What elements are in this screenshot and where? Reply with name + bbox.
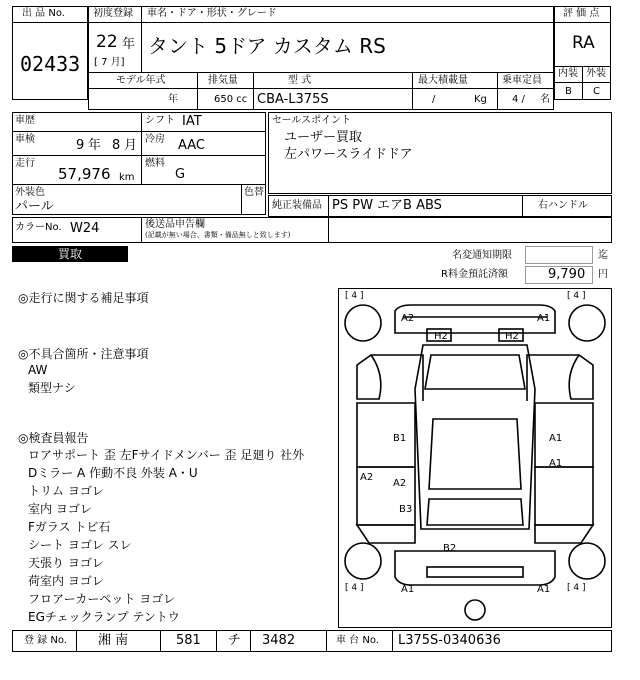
displacement-value: 650 cc xyxy=(214,94,248,105)
mark-a1-lower: A1 xyxy=(549,458,563,469)
mark-hood-right: H2 xyxy=(505,331,519,342)
ac-value: AAC xyxy=(178,138,205,153)
defect-line-1: AW xyxy=(28,363,48,377)
car-diagram xyxy=(339,289,611,627)
shaken-month-unit: 月 xyxy=(124,138,138,153)
recycle-unit: 円 xyxy=(598,269,608,280)
color-value: パール xyxy=(15,199,54,214)
mark-front-right: A1 xyxy=(537,313,551,324)
car-name-label: 車名・ドア・形状・グレード xyxy=(147,8,277,19)
mark-a2-inner: A2 xyxy=(393,478,407,489)
spare-tire xyxy=(465,600,485,620)
mileage-unit: km xyxy=(119,172,135,183)
mark-a2-side: A2 xyxy=(360,472,374,483)
later-label: 後送品申告欄 xyxy=(145,219,205,230)
front-bumper-outline xyxy=(395,305,555,333)
reg-kana: チ xyxy=(228,633,242,648)
displacement-label: 排気量 xyxy=(208,75,238,86)
first-reg-label: 初度登録 xyxy=(93,8,133,19)
defects-title: ◎不具合箇所・注意事項 xyxy=(18,347,149,361)
tire-depth-tl: [ 4 ] xyxy=(345,291,364,301)
name-change-label: 名変通知期限 xyxy=(452,250,512,261)
recycle-label: R料金預託済額 xyxy=(441,269,508,280)
color-change-label: 色替 xyxy=(244,187,264,198)
kg-unit: Kg xyxy=(474,94,487,105)
equipment-label: 純正装備品 xyxy=(272,200,322,211)
shaken-year: 9 xyxy=(76,138,85,153)
max-load-value: / xyxy=(432,94,436,105)
inspector-title: ◎検査員報告 xyxy=(18,431,89,445)
fuel-label: 燃料 xyxy=(145,158,165,169)
shaken-month: 8 xyxy=(112,138,121,153)
model-year-label: モデル年式 xyxy=(116,75,166,86)
right-front-fender xyxy=(527,355,593,401)
reg-class: 581 xyxy=(176,633,201,648)
lot-no-label: 出 品 No. xyxy=(22,8,65,19)
mileage-value: 57,976 xyxy=(58,165,111,183)
rear-glass xyxy=(427,499,523,525)
inspector-line-2: Dミラー A 作動不良 外装 A・U xyxy=(28,466,198,480)
sales-line-2: 左パワースライドドア xyxy=(284,147,413,162)
tire-depth-br: [ 4 ] xyxy=(567,583,586,593)
recycle-value: 9,790 xyxy=(548,267,586,282)
shaken-year-unit: 年 xyxy=(88,138,102,153)
first-reg-month: [ 7 月] xyxy=(94,57,125,68)
reg-label: 登 録 No. xyxy=(24,635,67,646)
eval-label: 評 価 点 xyxy=(563,8,600,19)
type-label: 型 式 xyxy=(288,75,312,86)
right-rear-door xyxy=(535,467,593,525)
inspector-line-9: フロアーカーペット ヨゴレ xyxy=(28,592,176,606)
mark-hood-left: H2 xyxy=(434,331,448,342)
handle-value: 右ハンドル xyxy=(538,200,588,211)
color-label: 外装色 xyxy=(15,187,45,198)
exterior-label: 外装 xyxy=(586,68,606,79)
capacity-label: 乗車定員 xyxy=(502,75,542,86)
mark-front-left: A2 xyxy=(401,313,415,324)
rear-bumper-outline xyxy=(395,551,555,585)
left-rear-fender xyxy=(357,525,415,543)
tire-rear-right xyxy=(569,543,605,579)
color-no-box xyxy=(12,217,612,243)
sales-line-1: ユーザー買取 xyxy=(284,130,363,145)
first-reg-year-unit: 年 xyxy=(122,37,136,52)
inspector-line-5: Fガラス トビ石 xyxy=(28,520,111,534)
mark-b3: B3 xyxy=(399,504,413,515)
interior-label: 内装 xyxy=(558,68,578,79)
color-no-value: W24 xyxy=(70,221,100,236)
tire-depth-tr: [ 4 ] xyxy=(567,291,586,301)
left-front-door xyxy=(357,403,415,467)
tire-depth-bl: [ 4 ] xyxy=(345,583,364,593)
mark-b2: B2 xyxy=(443,543,457,554)
model-year-unit: 年 xyxy=(168,94,178,105)
equipment-value: PS PW エアB ABS xyxy=(332,198,442,213)
exterior-grade: C xyxy=(593,86,600,97)
rear-plate xyxy=(427,567,523,577)
tire-rear-left xyxy=(345,543,381,579)
inspector-line-7: 天張り ヨゴレ xyxy=(28,556,104,570)
first-reg-year: 22 xyxy=(96,32,118,52)
left-front-fender xyxy=(357,355,423,401)
name-change-unit: 迄 xyxy=(598,250,608,261)
reg-number: 3482 xyxy=(262,633,296,648)
eval-score: RA xyxy=(572,33,595,53)
inspector-line-8: 荷室内 ヨゴレ xyxy=(28,574,104,588)
color-no-label: カラーNo. xyxy=(15,222,62,233)
cabin-outline xyxy=(415,345,535,529)
car-name-value: タント 5ドア カスタム RS xyxy=(148,34,386,58)
capacity-unit: 名 xyxy=(540,94,550,105)
car-diagram-box xyxy=(338,288,612,628)
later-note: (記載が無い場合、書類・備品無しと致します) xyxy=(145,231,291,239)
name-change-field xyxy=(525,246,593,264)
history-label: 車歴 xyxy=(15,115,35,126)
driving-title: ◎走行に関する補足事項 xyxy=(18,291,149,305)
lot-no-value: 02433 xyxy=(20,52,81,76)
sales-point-label: セールスポイント xyxy=(272,115,352,126)
capacity-value: 4 / xyxy=(512,94,525,105)
shift-label: シフト xyxy=(145,115,175,126)
roof xyxy=(429,419,521,489)
shaken-label: 車検 xyxy=(15,134,35,145)
inspector-line-1: ロアサポート 歪 左Fサイドメンバー 歪 足廻り 社外 xyxy=(28,448,305,462)
mark-rear-right: A1 xyxy=(537,584,551,595)
mark-b1: B1 xyxy=(393,433,407,444)
shift-value: IAT xyxy=(182,114,202,129)
inspector-line-6: シート ヨゴレ スレ xyxy=(28,538,132,552)
reg-area: 湘 南 xyxy=(98,633,129,648)
mark-rear-left: A1 xyxy=(401,584,415,595)
mileage-label: 走行 xyxy=(15,158,35,169)
ac-label: 冷房 xyxy=(145,134,165,145)
inspector-line-4: 室内 ヨゴレ xyxy=(28,502,92,516)
fuel-value: G xyxy=(175,167,186,182)
interior-grade: B xyxy=(565,86,572,97)
windshield xyxy=(425,355,525,389)
right-front-door xyxy=(535,403,593,467)
mark-a1-upper: A1 xyxy=(549,433,563,444)
tire-front-left xyxy=(345,305,381,341)
tire-front-right xyxy=(569,305,605,341)
chassis-label: 車 台 No. xyxy=(336,635,379,646)
inspector-line-3: トリム ヨゴレ xyxy=(28,484,104,498)
right-rear-fender xyxy=(535,525,593,543)
buyback-badge: 買取 xyxy=(12,246,128,262)
inspector-line-10: EGチェックランプ テントウ xyxy=(28,610,180,624)
max-load-label: 最大積載量 xyxy=(418,75,468,86)
chassis-value: L375S-0340636 xyxy=(398,633,501,648)
type-value: CBA-L375S xyxy=(257,92,329,107)
defect-line-2: 類型ナシ xyxy=(28,381,76,395)
